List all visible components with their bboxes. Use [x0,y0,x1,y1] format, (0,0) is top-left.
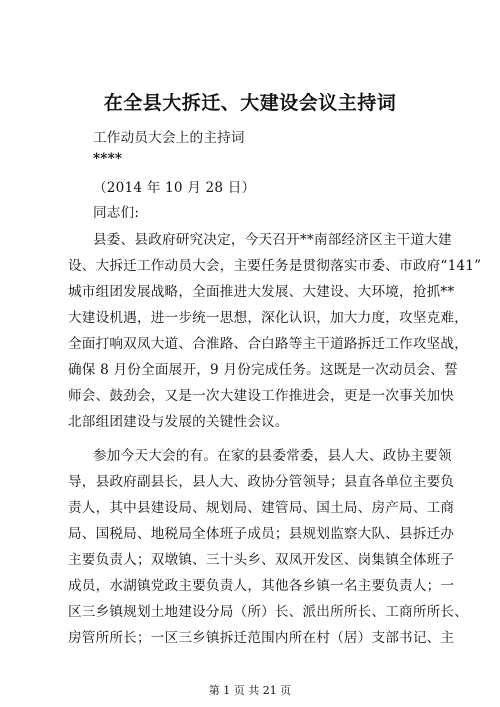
salutation: 同志们: [93,205,140,221]
paragraph-2-line: 区三乡镇规划土地建设分局（所）长、派出所所长、工商所所长、 [68,604,469,620]
page-indicator: 第 1 页 共 21 页 [208,684,292,697]
paragraph-2-line: 主要负责人；双墩镇、三十头乡、双凤开发区、岗集镇全体班子 [68,552,455,568]
paragraph-2-line: 责人，其中县建设局、规划局、建管局、国土局、房产局、工商 [68,500,455,516]
paragraph-1-line: 城市组团发展战略，全面推进大发展、大建设、大环境，抢抓** [68,284,455,300]
paragraph-1-line: 确保 8 月份全面展开，9 月份完成任务。这既是一次动员会、誓 [68,362,458,378]
document-author: **** [93,151,123,167]
paragraph-2-line: 房管所所长；一区三乡镇拆迁范围内所在村（居）支部书记、主 [68,630,455,646]
paragraph-1-line: 大建设机遇，进一步统一思想，深化认识，加大力度，攻坚克难， [68,310,469,326]
paragraph-1-line: 县委、县政府研究决定，今天召开**南部经济区主干道大建 [93,232,452,248]
paragraph-1-line: 设、大拆迁工作动员大会，主要任务是贯彻落实市委、市政府“141” [68,258,482,274]
document-subtitle: 工作动员大会上的主持词 [93,130,245,146]
paragraph-1-line: 北部组团建设与发展的关键性会议。 [68,414,289,430]
document-title: 在全县大拆迁、大建设会议主持词 [103,92,397,114]
paragraph-2-line: 局、国税局、地税局全体班子成员；县规划监察大队、县拆迁办 [68,526,455,542]
paragraph-1-line: 师会、鼓劲会，又是一次大建设工作推进会，更是一次事关加快 [68,388,455,404]
paragraph-1-line: 全面打响双凤大道、合淮路、合白路等主干道路拆迁工作攻坚战， [68,336,469,352]
paragraph-2-line: 参加今天大会的有。在家的县委常委，县人大、政协主要领 [93,448,452,464]
document-date: （2014 年 10 月 28 日） [93,180,256,196]
paragraph-2-line: 成员，水湖镇党政主要负责人，其他各乡镇一名主要负责人；一 [68,578,455,594]
paragraph-2-line: 导，县政府副县长，县人大、政协分管领导；县直各单位主要负 [68,474,455,490]
